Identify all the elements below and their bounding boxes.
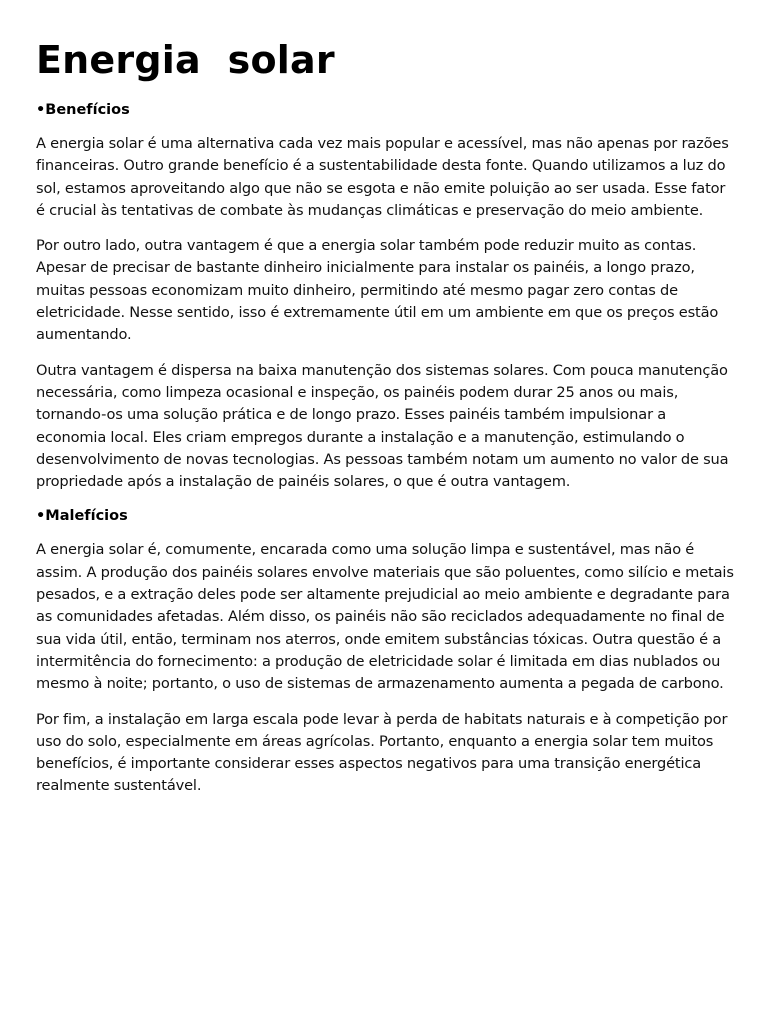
paragraph: A energia solar é, comumente, encarada como uma solução limpa e sustentável, mas não é assim. A produção dos painéis solares envolve materiais que são poluentes, como silício e metais pesados, e a extração deles pode ser altamente prejudicial ao meio ambiente e degradante para as comunidades afetadas. Além disso, os painéis não são reciclados adequadamente no final de sua vida útil, então, terminam nos aterros, onde emitem substâncias tóxicas. Outra questão é a intermitência do fornecimento: a produção de eletricidade solar é limitada em dias nublados ou mesmo à noite; portanto, o uso de sistemas de armazenamento aumenta a pegada de carbono. <box>36 541 734 693</box>
section-beneficios <box>36 100 738 493</box>
section-heading-maleficios: •Malefícios <box>36 508 128 525</box>
section-heading-beneficios: •Benefícios <box>36 102 130 118</box>
section-maleficios <box>36 506 738 797</box>
page-title: Energia solar <box>36 38 335 82</box>
paragraph: Por outro lado, outra vantagem é que a energia solar também pode reduzir muito as contas. Apesar de precisar de bastante dinheiro inicialmente para instalar os painéis, a longo prazo, muitas pessoas economizam muito dinheiro, permitindo até mesmo pagar zero contas de eletricidade. Nesse sentido, isso é extremamente útil em um ambiente em que os preços estão aumentando. <box>36 237 719 344</box>
paragraph: Outra vantagem é dispersa na baixa manutenção dos sistemas solares. Com pouca manutenção necessária, como limpeza ocasional e inspeção, os painéis podem durar 25 anos ou mais, tornando-os uma solução prática e de longo prazo. Esses painéis também impulsionar a economia local. Eles criam empregos durante a instalação e a manutenção, estimulando o desenvolvimento de novas tecnologias. As pessoas também notam um aumento no valor de sua propriedade após a instalação de painéis solares, o que é outra vantagem. <box>36 361 729 491</box>
paragraph: Por fim, a instalação em larga escala pode levar à perda de habitats naturais e à competição por uso do solo, especialmente em áreas agrícolas. Portanto, enquanto a energia solar tem muitos benefícios, é importante considerar esses aspectos negativos para uma transição energética realmente sustentável. <box>36 710 728 795</box>
paragraph: A energia solar é uma alternativa cada vez mais popular e acessível, mas não apenas por razões financeiras. Outro grande benefício é a sustentabilidade desta fonte. Quando utilizamos a luz do sol, estamos aproveitando algo que não se esgota e não emite poluição ao ser usada. Esse fator é crucial às tentativas de combate às mudanças climáticas e preservação do meio ambiente. <box>36 135 729 219</box>
